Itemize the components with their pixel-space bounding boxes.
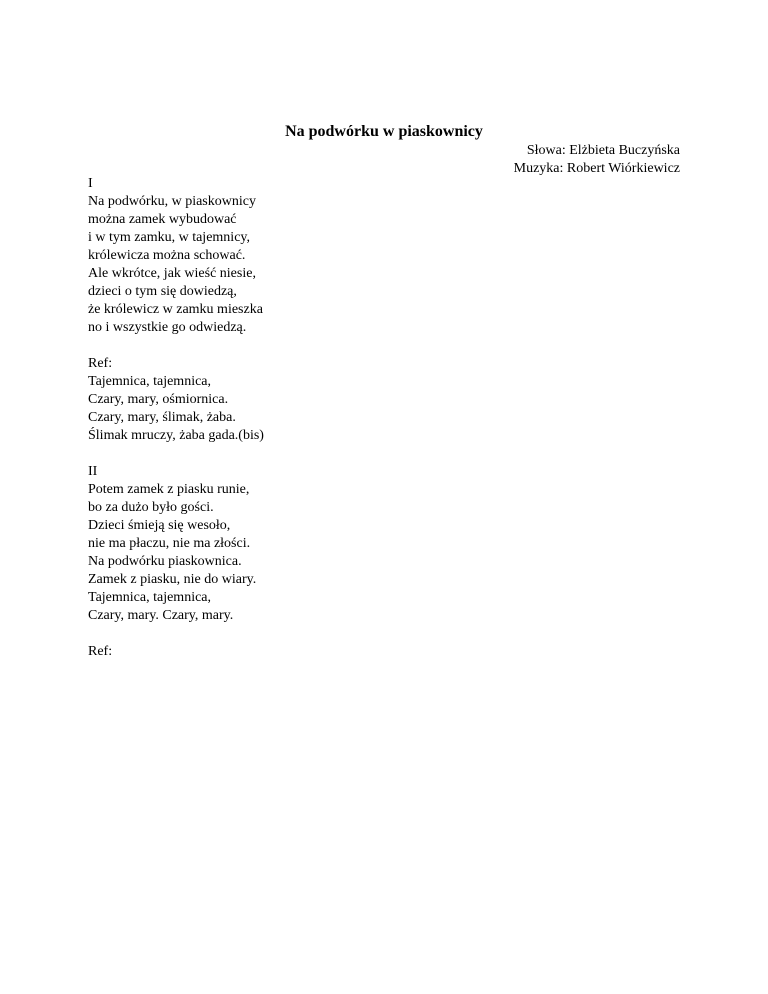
- composer-credit: Muzyka: Robert Wiórkiewicz: [513, 161, 680, 176]
- lyric-line: Dzieci śmieją się wesoło,: [88, 518, 231, 533]
- lyric-line: Ale wkrótce, jak wieść niesie,: [88, 266, 256, 281]
- lyric-line: dzieci o tym się dowiedzą,: [88, 284, 237, 299]
- lyric-line: Ślimak mruczy, żaba gada.(bis): [88, 428, 264, 443]
- lyrics-body: [88, 175, 264, 679]
- lyric-line: bo za dużo było gości.: [88, 500, 214, 515]
- lyric-line: Na podwórku piaskownica.: [88, 554, 242, 569]
- refrain: [88, 355, 264, 445]
- lyric-line: i w tym zamku, w tajemnicy,: [88, 230, 250, 245]
- refrain-label: Ref:: [88, 644, 113, 659]
- stanza-label: II: [88, 464, 98, 479]
- stanza-label: I: [88, 176, 93, 191]
- refrain-label: Ref:: [88, 356, 113, 371]
- lyric-line: Czary, mary, ośmiornica.: [88, 392, 229, 407]
- lyric-line: Czary, mary, ślimak, żaba.: [88, 410, 236, 425]
- lyric-line: Tajemnica, tajemnica,: [88, 374, 212, 389]
- lyric-line: Czary, mary. Czary, mary.: [88, 608, 234, 623]
- song-title: Na podwórku w piaskownicy: [285, 123, 483, 140]
- lyric-line: Na podwórku, w piaskownicy: [88, 194, 256, 209]
- stanza-2: [88, 463, 264, 625]
- lyricist-credit: Słowa: Elżbieta Buczyńska: [526, 143, 680, 158]
- lyric-line: królewicza można schować.: [88, 248, 246, 263]
- lyric-line: Zamek z piasku, nie do wiary.: [88, 572, 257, 587]
- refrain-repeat: [88, 643, 264, 661]
- lyric-line: można zamek wybudować: [88, 212, 237, 227]
- lyric-line: Tajemnica, tajemnica,: [88, 590, 212, 605]
- lyric-line: Potem zamek z piasku runie,: [88, 482, 250, 497]
- stanza-1: [88, 175, 264, 337]
- lyric-line: że królewicz w zamku mieszka: [88, 302, 263, 317]
- lyric-line: nie ma płaczu, nie ma złości.: [88, 536, 251, 551]
- credits-block: [514, 142, 680, 178]
- lyric-line: no i wszystkie go odwiedzą.: [88, 320, 247, 335]
